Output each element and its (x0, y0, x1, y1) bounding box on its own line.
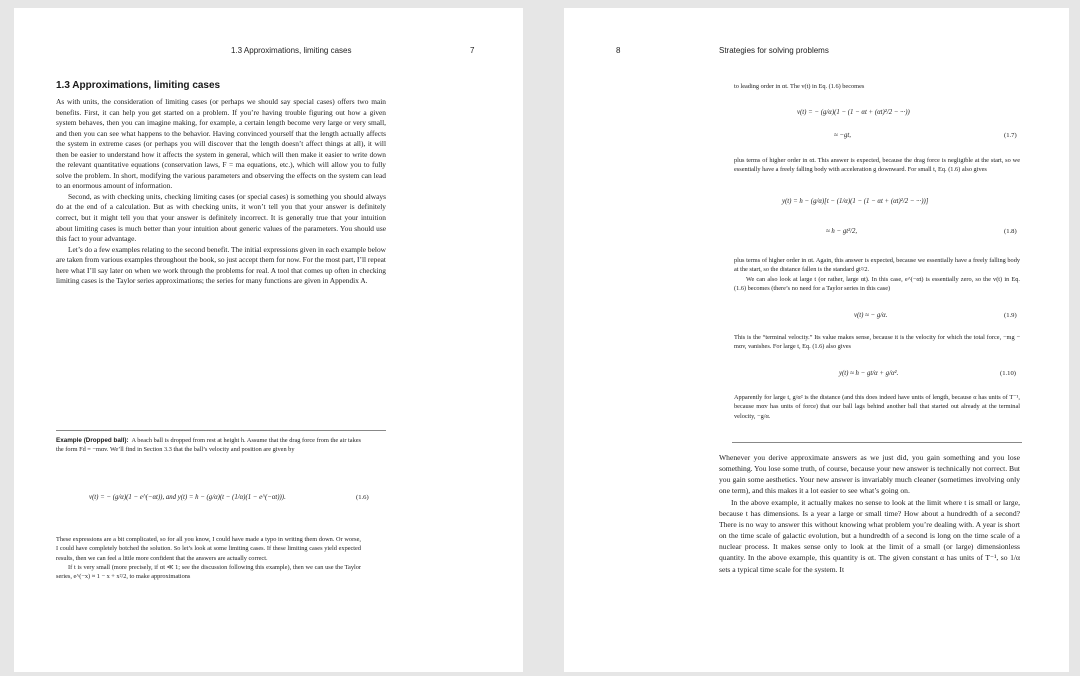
paragraph: As with units, the consideration of limiting cases (or perhaps we should say special cases) offers two main benefits. First, it can help you get started on a problem. If you’re having trouble figuring out how a given system behaves, then you can imagine making, for example, a certain length become very large or very small, and then you can see what happens to the behavior. Having convinced yourself that the length actually affects the system in extreme cases (or perhaps you will discover that the length doesn’t affect things at all), it will then be easier to understand how it affects the system in general, which will then make it easier to write down the relevant quantitative equations (conservation laws, F = ma equations, etc.), which will allow you to fully solve the problem. In short, modifying the various parameters and observing the effects on the system can lead to an enormous amount of information. (56, 97, 386, 191)
example-divider (56, 430, 386, 431)
equation-number: (1.6) (356, 494, 369, 501)
paragraph: These expressions are a bit complicated, so for all you know, I could have made a typo in writing them down. Or worse, I could have completely botched the solution. So let’s look at some limiting cases. If these limiting cases yield expected results, then we can feel a little more confident that the answers are actually correct. (56, 536, 361, 562)
section-body (56, 97, 386, 287)
paragraph: plus terms of higher order in αt. Again, this answer is expected, because we essentially have a freely falling body at the start, so the distance fallen is the standard gt²/2. We can also look at large t (or rather, large αt). In this case, e^(−αt) is essentially zero, so the v(t) in Eq. (1.6) becomes (there’s no need for a Taylor series in this case) (734, 257, 1020, 292)
example-intro (56, 436, 361, 455)
equation-number: (1.9) (1004, 312, 1017, 319)
page-number: 7 (470, 46, 475, 55)
equation-1-8: y(t) = h − (g/α)[t − (1/α)(1 − (1 − αt + (αt)²/2 − ···))] (782, 198, 929, 205)
paragraph: If t is very small (more precisely, if αt ≪ 1; see the discussion following this example), then we can use the Taylor series, e^(−x) ≈ 1 − x + x²/2, to make approximations (56, 563, 361, 581)
left-page (14, 8, 523, 672)
paragraph: Whenever you derive approximate answers as we just did, you gain something and you lose something. You lose some truth, of course, because your new answer is technically not correct. But you gain some aesthetics. Your new answer is invariably much cleaner (sometimes involving only one term), and this makes it a lot easier to see what’s going on. (719, 453, 1020, 496)
example-body (56, 535, 361, 581)
equation-1-7-approx: ≈ −gt, (834, 132, 852, 139)
paragraph: In the above example, it actually makes no sense to look at the limit where t is small or large, because t has dimensions. Is a year a large or small time? How about a hundredth of a second? There is no way to answer this without knowing what problem you’re dealing with. A year is short on the time scale of galactic evolution, but a hundredth of a second is long on the time scale of a nuclear process. It makes sense only to look at the limit of a small (or large) dimensionless quantity. In the above example, this quantity is αt. The given constant α has units of T⁻¹, so 1/α sets a typical time scale for the system. It (719, 497, 1020, 574)
right-page (564, 8, 1069, 672)
paragraph: Let’s do a few examples relating to the second benefit. The initial expressions given in each example below are taken from various examples throughout the book, so just accept them for now. For the most part, I’ll repeat here what I’ll say later on when we work through the problems for real. A tool that comes up often in checking limiting cases is the Taylor series approximations; the series for many functions are given in Appendix A. (56, 244, 386, 286)
equation-1-7: v(t) = − (g/α)(1 − (1 − αt + (αt)²/2 − ···)) (797, 109, 910, 116)
equation-1-9: v(t) ≈ − g/α. (854, 312, 888, 319)
running-header: Strategies for solving problems (719, 46, 829, 55)
paragraph: Second, as with checking units, checking limiting cases (or special cases) is something you should always do at the end of a calculation. But as with checking units, it won’t tell you that your answer is definitely correct, but it might tell you that your answer is definitely incorrect. It is generally true that your intuition about limiting cases is much better than your intuition about generic values of the parameters. You should use this fact to your advantage. (56, 191, 386, 244)
discussion-body (719, 452, 1020, 575)
example-text: A beach ball is dropped from rest at height h. Assume that the drag force from the air takes the form Fd = −mαv. We’ll find in Section 3.3 that the ball’s velocity and position are given by (56, 437, 361, 454)
example-title: Example (Dropped ball): (56, 437, 129, 444)
running-header: 1.3 Approximations, limiting cases (231, 46, 352, 55)
equation-number: (1.8) (1004, 228, 1017, 235)
equation-1-6: v(t) = − (g/α)(1 − e^(−αt)), and y(t) = h − (g/α)(t − (1/α)(1 − e^(−αt))). (89, 494, 286, 501)
paragraph: to leading order in αt. The v(t) in Eq. (1.6) becomes (734, 83, 865, 90)
paragraph: plus terms of higher order in αt. This answer is expected, because the drag force is negligible at the start, so we essentially have a freely falling body with acceleration g downward. For small t, Eq. (1.6) also gives (734, 157, 1020, 174)
equation-1-10: y(t) ≈ h − gt/α + g/α². (839, 370, 899, 377)
equation-number: (1.10) (1000, 370, 1016, 377)
equation-1-8-approx: ≈ h − gt²/2, (826, 228, 858, 235)
example-end-divider (732, 442, 1022, 443)
section-title: 1.3 Approximations, limiting cases (56, 80, 221, 91)
page-number: 8 (616, 46, 621, 55)
equation-number: (1.7) (1004, 132, 1017, 139)
paragraph: This is the “terminal velocity.” Its value makes sense, because it is the velocity for which the total force, −mg − mαv, vanishes. For large t, Eq. (1.6) also gives (734, 334, 1020, 351)
paragraph: Apparently for large t, g/α² is the distance (and this does indeed have units of length, because α has units of T⁻¹, because mαv has units of force) that our ball lags behind another ball that started out already at the terminal velocity, −g/α. (734, 394, 1020, 420)
